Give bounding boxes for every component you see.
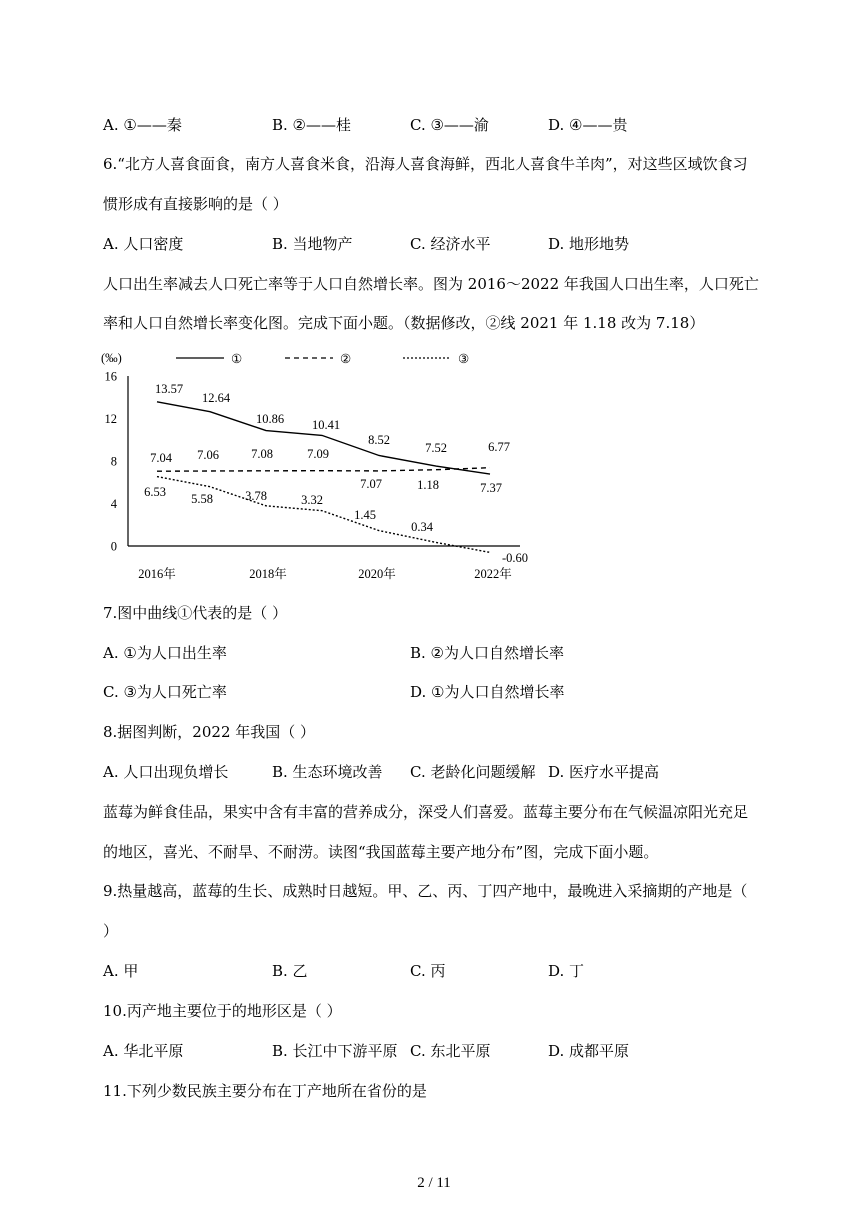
legend-label-1: ① [231,352,243,366]
data-label-s2: 7.07 [360,477,382,491]
q10-option-c: C. 东北平原 [410,1042,491,1060]
data-label-s1: 6.77 [488,440,510,454]
q6-stem-line2: 惯形成有直接影响的是（ ） [103,195,288,213]
data-label-s2: 7.06 [197,448,219,462]
q5-option-a: A. ①——秦 [103,116,182,134]
q9-option-b: B. 乙 [272,962,308,980]
q6-option-c: C. 经济水平 [410,235,491,253]
q6-option-b: B. 当地物产 [272,235,353,253]
y-tick-label: 4 [110,497,117,511]
q7-stem: 7.图中曲线①代表的是（ ） [103,604,288,622]
data-label-s1: 8.52 [368,433,390,447]
q9-option-a: A. 甲 [103,962,139,980]
data-label-s2: 7.08 [251,447,273,461]
q10-option-d: D. 成都平原 [548,1042,630,1060]
data-label-s1: 13.57 [154,382,184,396]
x-tick-label: 2018年 [249,567,287,581]
q8-option-a: A. 人口出现负增长 [103,763,229,781]
q10-stem: 10.丙产地主要位于的地形区是（ ） [103,1002,342,1020]
series-line-3 [157,477,490,553]
q8-stem: 8.据图判断，2022 年我国（ ） [103,723,316,741]
series-line-1 [157,402,490,474]
data-label-s2: 7.04 [150,451,172,465]
q6-option-d: D. 地形地势 [548,235,630,253]
q6-option-a: A. 人口密度 [103,235,184,253]
data-label-s3: 3.32 [301,493,323,507]
data-label-s2: 7.37 [480,481,502,495]
intro2-line1: 蓝莓为鲜食佳品，果实中含有丰富的营养成分，深受人们喜爱。蓝莓主要分布在气候温凉阳光充足 [103,803,749,821]
data-label-s2: 7.09 [307,447,329,461]
q5-option-c: C. ③——渝 [410,116,489,134]
y-tick-label: 8 [110,454,117,469]
y-tick-label: 16 [104,369,117,384]
legend-label-3: ③ [458,352,470,366]
data-label-s3: 0.34 [411,520,433,534]
data-label-s3: 1.45 [354,508,376,522]
data-label-s1: 12.64 [201,391,231,405]
q9-option-c: C. 丙 [410,962,446,980]
data-label-s3: 3.78 [245,489,267,503]
data-label-s3: 5.58 [191,492,213,506]
q9-stem-line1: 9.热量越高，蓝莓的生长、成熟时日越短。甲、乙、丙、丁四产地中，最晚进入采摘期的产地是（ [103,882,748,900]
x-tick-label: 2020年 [358,567,396,581]
y-unit-label: (‰) [101,351,122,365]
q8-option-c: C. 老龄化问题缓解 [410,763,536,781]
legend-label-2: ② [340,352,352,366]
data-label-s3: 6.53 [144,485,166,499]
intro1-line2: 率和人口自然增长率变化图。完成下面小题。（数据修改，②线 2021 年 1.18 改为 7.18） [103,314,705,332]
q7-option-a: A. ①为人口出生率 [103,644,227,662]
intro1-line1: 人口出生率减去人口死亡率等于人口自然增长率。图为 2016～2022 年我国人口出生率，人口死亡 [103,275,759,293]
y-tick-label: 0 [110,539,117,554]
x-tick-label: 2022年 [474,567,512,581]
q7-option-b: B. ②为人口自然增长率 [410,644,565,662]
q10-option-a: A. 华北平原 [103,1042,184,1060]
population-rate-chart [0,0,868,600]
data-label-s3: -0.60 [501,551,529,565]
series-line-2 [157,468,490,472]
q9-option-d: D. 丁 [548,962,585,980]
q5-option-d: D. ④——贵 [548,116,628,134]
q11-stem: 11.下列少数民族主要分布在丁产地所在省份的是 [103,1082,427,1100]
data-label-s1: 10.41 [311,418,341,432]
q8-option-d: D. 医疗水平提高 [548,763,660,781]
q7-option-c: C. ③为人口死亡率 [103,683,227,701]
q8-option-b: B. 生态环境改善 [272,763,383,781]
x-tick-label: 2016年 [138,567,176,581]
q5-option-b: B. ②——桂 [272,116,352,134]
data-label-s2: 1.18 [417,478,439,492]
q10-option-b: B. 长江中下游平原 [272,1042,398,1060]
q6-stem-line1: 6.“北方人喜食面食，南方人喜食米食，沿海人喜食海鲜，西北人喜食牛羊肉”，对这些区域饮食习 [103,155,748,173]
data-label-s1: 10.86 [255,412,285,426]
data-label-s1: 7.52 [425,441,447,455]
q7-option-d: D. ①为人口自然增长率 [410,683,565,701]
intro2-line2: 的地区，喜光、不耐旱、不耐涝。读图“我国蓝莓主要产地分布”图，完成下面小题。 [103,843,659,861]
y-tick-label: 12 [104,412,117,426]
page-number: 2 / 11 [417,1175,451,1191]
q9-stem-line2: ） [103,922,119,940]
